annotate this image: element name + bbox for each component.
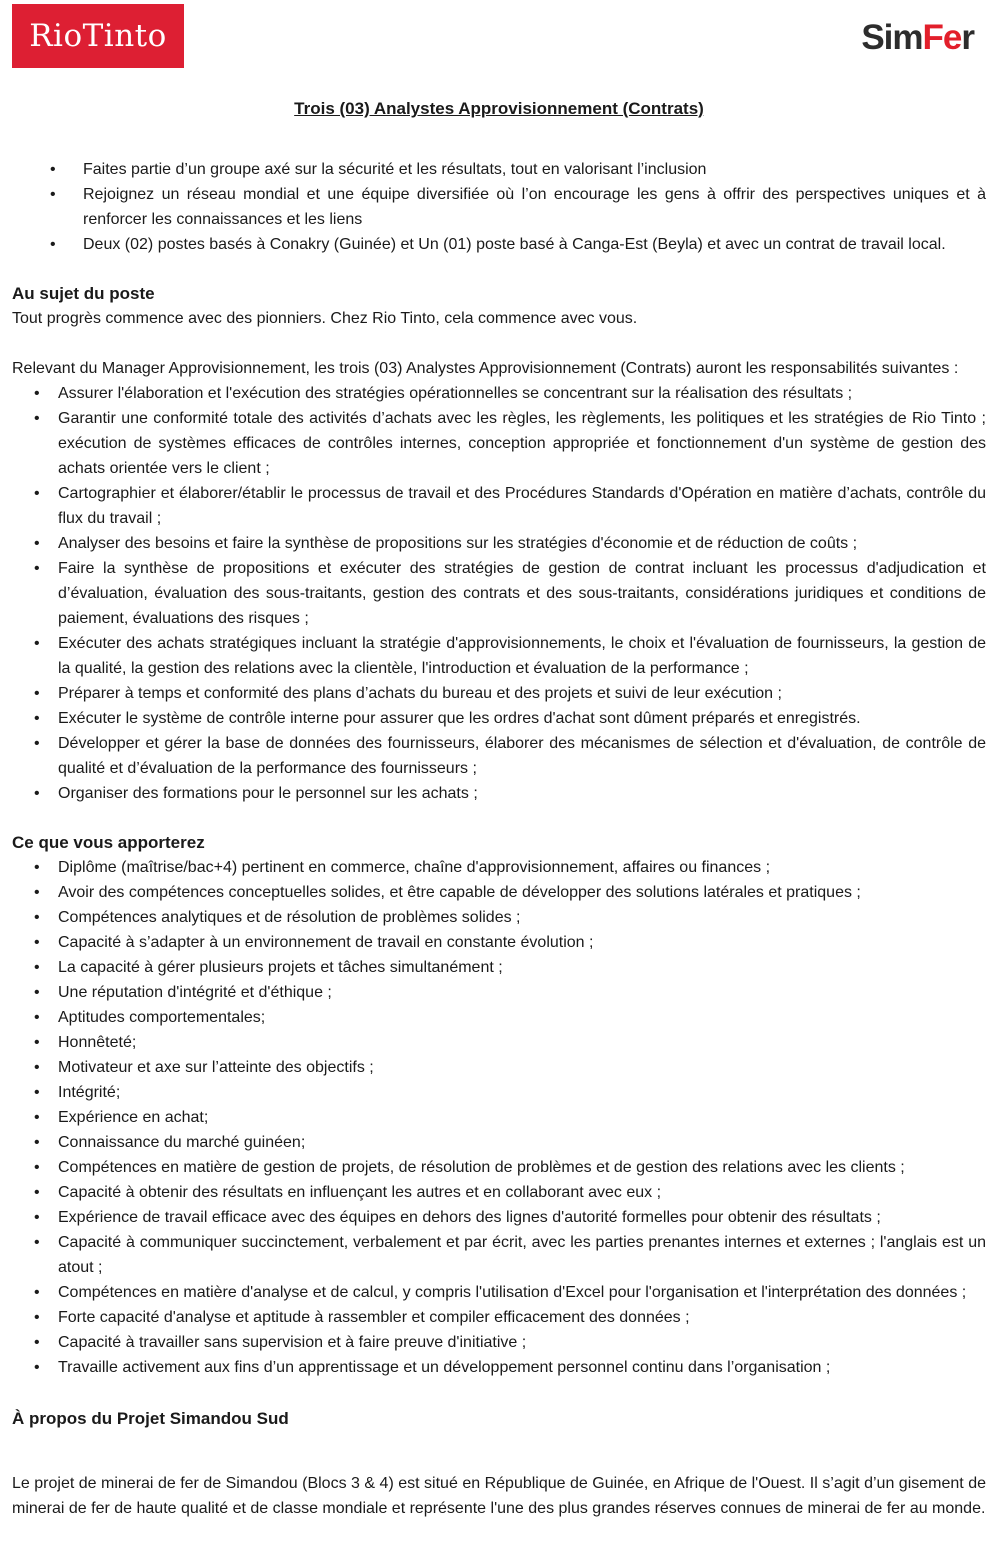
list-item-text: Cartographier et élaborer/établir le processus de travail et des Procédures Standards d'Opération en matière d’achats, contrôle du flux du travail ; <box>58 485 986 527</box>
intro-bullet-list <box>12 157 986 257</box>
bullet-icon: • <box>34 485 40 502</box>
list-item <box>12 1055 986 1080</box>
bullet-icon: • <box>34 1009 40 1026</box>
list-item-text: Compétences analytiques et de résolution de problèmes solides ; <box>58 909 521 926</box>
simfer-logo-text-dark-1: Sim <box>861 18 923 57</box>
list-item-text: Préparer à temps et conformité des plans d’achats du bureau et des projets et suivi de leur exécution ; <box>58 685 782 702</box>
bullet-icon: • <box>34 1084 40 1101</box>
list-item <box>12 706 986 731</box>
list-item <box>12 1130 986 1155</box>
list-item <box>12 1180 986 1205</box>
list-item-text: Diplôme (maîtrise/bac+4) pertinent en commerce, chaîne d'approvisionnement, affaires ou finances ; <box>58 859 771 876</box>
list-item-text: Exécuter des achats stratégiques incluant la stratégie d'approvisionnements, le choix et l'évaluation de fournisseurs, la gestion de la qualité, la gestion des relations avec la clientèle, l'introduction et évaluation de la performance ; <box>58 635 986 677</box>
about-project-paragraph: Le projet de minerai de fer de Simandou (Blocs 3 & 4) est situé en République de Guinée, en Afrique de l'Ouest. Il s’agit d’un gisement de minerai de fer de haute qualité et de classe mondiale et représente l'une des plus grandes réserves connues de minerai de fer au monde. <box>12 1475 986 1517</box>
list-item-text: Garantir une conformité totale des activités d’achats avec les règles, les règlements, les politiques et les stratégies de Rio Tinto ; exécution de systèmes efficaces de contrôles internes, conception appropriée et fonctionnement d'un système de gestion des achats orientée vers le client ; <box>58 410 986 477</box>
bullet-icon: • <box>34 884 40 901</box>
bullet-icon: • <box>34 385 40 402</box>
bullet-icon: • <box>34 535 40 552</box>
list-item-text: Travaille activement aux fins d’un apprentissage et un développement personnel continu dans l’organisation ; <box>58 1359 831 1376</box>
list-item <box>12 1080 986 1105</box>
list-item <box>12 406 986 481</box>
list-item <box>12 880 986 905</box>
bullet-icon: • <box>34 1359 40 1376</box>
bullet-icon: • <box>34 1334 40 1351</box>
list-item <box>12 681 986 706</box>
bullet-icon: • <box>34 984 40 1001</box>
bullet-icon: • <box>34 1209 40 1226</box>
list-item <box>12 731 986 781</box>
list-item <box>12 1105 986 1130</box>
about-post-tagline: Tout progrès commence avec des pionniers. Chez Rio Tinto, cela commence avec vous. <box>12 310 638 327</box>
list-item-text: Deux (02) postes basés à Conakry (Guinée) et Un (01) poste basé à Canga-Est (Beyla) et avec un contrat de travail local. <box>83 236 946 253</box>
bullet-icon: • <box>34 1184 40 1201</box>
list-item <box>12 556 986 631</box>
list-item-text: Rejoignez un réseau mondial et une équipe diversifiée où l’on encourage les gens à offrir des perspectives uniques et à renforcer les connaissances et les liens <box>83 186 986 228</box>
bullet-icon: • <box>34 1234 40 1251</box>
bullet-icon: • <box>34 735 40 752</box>
list-item-text: Capacité à communiquer succinctement, verbalement et par écrit, avec les parties prenantes internes et externes ; l'anglais est un atout ; <box>58 1234 986 1276</box>
bullet-icon: • <box>34 1059 40 1076</box>
list-item-text: Connaissance du marché guinéen; <box>58 1134 306 1151</box>
list-item-text: Intégrité; <box>58 1084 121 1101</box>
list-item <box>12 182 986 232</box>
list-item <box>12 631 986 681</box>
rio-tinto-logo-text: RioTinto <box>29 17 167 54</box>
bullet-icon: • <box>34 685 40 702</box>
list-item <box>12 1030 986 1055</box>
bullet-icon: • <box>34 785 40 802</box>
list-item <box>12 1005 986 1030</box>
bullet-icon: • <box>34 934 40 951</box>
list-item-text: Honnêteté; <box>58 1034 137 1051</box>
list-item-text: Aptitudes comportementales; <box>58 1009 266 1026</box>
bullet-icon: • <box>34 1109 40 1126</box>
list-item-text: Forte capacité d'analyse et aptitude à rassembler et compiler efficacement des données ; <box>58 1309 690 1326</box>
list-item <box>12 1280 986 1305</box>
list-item <box>12 481 986 531</box>
list-item-text: Compétences en matière d'analyse et de calcul, y compris l'utilisation d'Excel pour l'organisation et l'interprétation des données ; <box>58 1284 967 1301</box>
bullet-icon: • <box>50 161 56 178</box>
list-item-text: Capacité à travailler sans supervision et à faire preuve d'initiative ; <box>58 1334 527 1351</box>
list-item <box>12 1355 986 1380</box>
list-item <box>12 232 986 257</box>
list-item-text: Développer et gérer la base de données des fournisseurs, élaborer des mécanismes de sélection et d'évaluation, de contrôle de qualité et d’évaluation de la performance des fournisseurs ; <box>58 735 986 777</box>
list-item-text: Faites partie d’un groupe axé sur la sécurité et les résultats, tout en valorisant l’inclusion <box>83 161 707 178</box>
bullet-icon: • <box>34 410 40 427</box>
bullet-icon: • <box>34 959 40 976</box>
list-item-text: La capacité à gérer plusieurs projets et tâches simultanément ; <box>58 959 503 976</box>
simfer-logo-text-dark-2: r <box>961 18 974 57</box>
bullet-icon: • <box>34 1134 40 1151</box>
list-item <box>12 980 986 1005</box>
page-title: Trois (03) Analystes Approvisionnement (Contrats) <box>294 99 704 118</box>
bullet-icon: • <box>34 1159 40 1176</box>
bullet-icon: • <box>50 186 56 203</box>
list-item-text: Expérience en achat; <box>58 1109 209 1126</box>
bullet-icon: • <box>34 909 40 926</box>
list-item-text: Expérience de travail efficace avec des équipes en dehors des lignes d'autorité formelles pour obtenir des résultats ; <box>58 1209 881 1226</box>
list-item <box>12 1330 986 1355</box>
simfer-logo-text-red: Fe <box>922 18 962 57</box>
responsibilities-list <box>12 381 986 806</box>
list-item <box>12 905 986 930</box>
bullet-icon: • <box>34 635 40 652</box>
list-item <box>12 1205 986 1230</box>
list-item-text: Compétences en matière de gestion de projets, de résolution de problèmes et de gestion des relations avec les clients ; <box>58 1159 905 1176</box>
bullet-icon: • <box>34 1034 40 1051</box>
list-item-text: Motivateur et axe sur l’atteinte des objectifs ; <box>58 1059 374 1076</box>
list-item <box>12 157 986 182</box>
list-item <box>12 1155 986 1180</box>
list-item-text: Capacité à s’adapter à un environnement de travail en constante évolution ; <box>58 934 594 951</box>
list-item <box>12 781 986 806</box>
header <box>12 4 986 70</box>
list-item-text: Organiser des formations pour le personnel sur les achats ; <box>58 785 478 802</box>
bullet-icon: • <box>34 859 40 876</box>
list-item <box>12 1230 986 1280</box>
bullet-icon: • <box>34 560 40 577</box>
about-post-reporting-line: Relevant du Manager Approvisionnement, les trois (03) Analystes Approvisionnement (Contrats) auront les responsabilités suivantes : <box>12 360 959 377</box>
list-item-text: Capacité à obtenir des résultats en influençant les autres et en collaborant avec eux ; <box>58 1184 662 1201</box>
list-item-text: Faire la synthèse de propositions et exécuter des stratégies de gestion de contrat incluant les processus d'adjudication et d’évaluation, évaluation des sous-traitants, gestion des contrats et des sous-traitants, considérations juridiques et conditions de paiement, évaluations des risques ; <box>58 560 986 627</box>
bullet-icon: • <box>50 236 56 253</box>
what-you-bring-list <box>12 855 986 1380</box>
list-item-text: Avoir des compétences conceptuelles solides, et être capable de développer des solutions latérales et pratiques ; <box>58 884 861 901</box>
simfer-logo <box>861 20 974 55</box>
list-item <box>12 955 986 980</box>
section-heading-about-project: À propos du Projet Simandou Sud <box>12 1409 289 1428</box>
section-heading-what-you-bring: Ce que vous apporterez <box>12 833 205 852</box>
list-item-text: Exécuter le système de contrôle interne pour assurer que les ordres d'achat sont dûment préparés et enregistrés. <box>58 710 861 727</box>
list-item <box>12 381 986 406</box>
list-item-text: Assurer l'élaboration et l'exécution des stratégies opérationnelles se concentrant sur la réalisation des résultats ; <box>58 385 853 402</box>
list-item <box>12 531 986 556</box>
list-item <box>12 1305 986 1330</box>
list-item-text: Une réputation d'intégrité et d'éthique ; <box>58 984 332 1001</box>
section-heading-about-post: Au sujet du poste <box>12 284 155 303</box>
list-item <box>12 930 986 955</box>
bullet-icon: • <box>34 1309 40 1326</box>
rio-tinto-logo <box>12 4 184 68</box>
bullet-icon: • <box>34 1284 40 1301</box>
bullet-icon: • <box>34 710 40 727</box>
list-item <box>12 855 986 880</box>
list-item-text: Analyser des besoins et faire la synthèse de propositions sur les stratégies d'économie et de réduction de coûts ; <box>58 535 858 552</box>
